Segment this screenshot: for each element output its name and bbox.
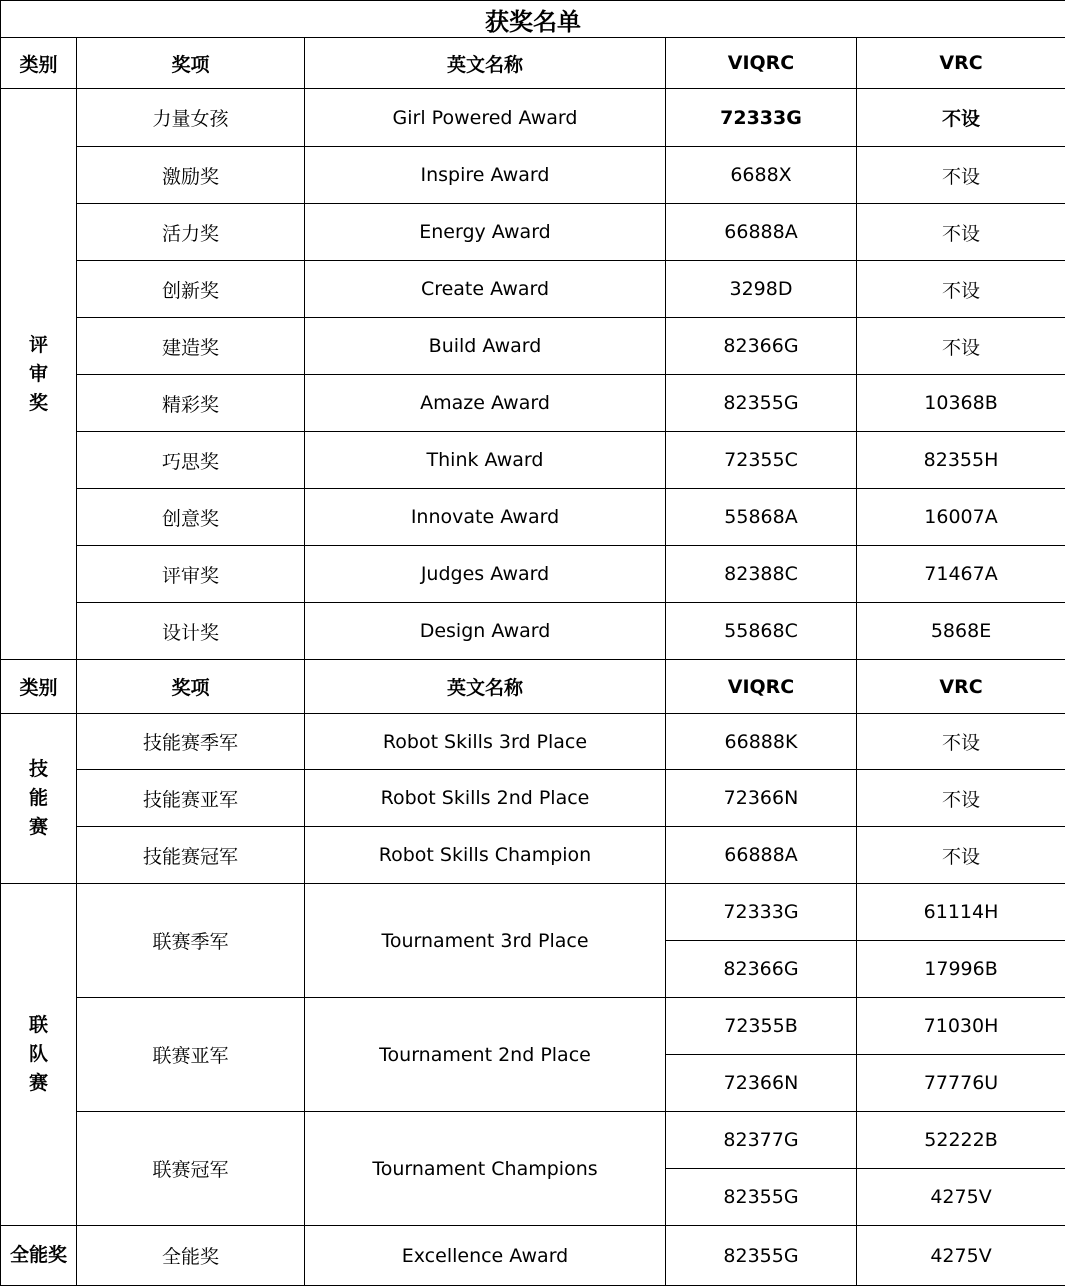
viqrc-team: 72355C	[666, 432, 857, 489]
table-row	[1, 375, 1065, 432]
vrc-team: 10368B	[857, 375, 1065, 432]
viqrc-team: 6688X	[666, 147, 857, 204]
award-english-name: Amaze Award	[305, 375, 666, 432]
vrc-team: 71030H	[857, 998, 1065, 1055]
header-category: 类别	[1, 660, 77, 714]
viqrc-team: 66888A	[666, 204, 857, 261]
vrc-team: 61114H	[857, 884, 1065, 941]
vrc-team: 82355H	[857, 432, 1065, 489]
viqrc-team: 82355G	[666, 1169, 857, 1226]
header-vrc: VRC	[857, 660, 1065, 714]
vrc-team: 不设	[857, 714, 1065, 770]
vrc-team: 16007A	[857, 489, 1065, 546]
vrc-team: 不设	[857, 204, 1065, 261]
table-row	[1, 432, 1065, 489]
award-english-name: Tournament 2nd Place	[305, 998, 666, 1112]
viqrc-team: 72366N	[666, 770, 857, 827]
vrc-team: 不设	[857, 147, 1065, 204]
header-vrc: VRC	[857, 38, 1065, 89]
award-english-name: Think Award	[305, 432, 666, 489]
table-row	[1, 261, 1065, 318]
award-name: 精彩奖	[77, 375, 305, 432]
header-row	[1, 38, 1065, 89]
award-english-name: Girl Powered Award	[305, 89, 666, 147]
category-judged: 评 审 奖	[1, 89, 77, 660]
vrc-team: 77776U	[857, 1055, 1065, 1112]
table-title: 获奖名单	[1, 1, 1065, 38]
award-name: 技能赛季军	[77, 714, 305, 770]
header-row-repeat	[1, 660, 1065, 714]
table-row	[1, 827, 1065, 884]
vrc-team: 71467A	[857, 546, 1065, 603]
award-name: 创新奖	[77, 261, 305, 318]
viqrc-team: 72333G	[666, 89, 857, 147]
viqrc-team: 72333G	[666, 884, 857, 941]
vrc-team: 不设	[857, 770, 1065, 827]
award-name: 激励奖	[77, 147, 305, 204]
award-english-name: Energy Award	[305, 204, 666, 261]
award-english-name: Inspire Award	[305, 147, 666, 204]
viqrc-team: 82355G	[666, 375, 857, 432]
table-row	[1, 998, 1065, 1055]
vrc-team: 不设	[857, 318, 1065, 375]
vrc-team: 不设	[857, 261, 1065, 318]
viqrc-team: 55868C	[666, 603, 857, 660]
table-row	[1, 546, 1065, 603]
award-name: 设计奖	[77, 603, 305, 660]
header-award: 奖项	[77, 38, 305, 89]
award-name: 联赛亚军	[77, 998, 305, 1112]
header-viqrc: VIQRC	[666, 660, 857, 714]
award-english-name: Design Award	[305, 603, 666, 660]
award-english-name: Excellence Award	[305, 1226, 666, 1286]
header-english: 英文名称	[305, 38, 666, 89]
award-name: 活力奖	[77, 204, 305, 261]
award-name: 创意奖	[77, 489, 305, 546]
award-english-name: Build Award	[305, 318, 666, 375]
table-row	[1, 1226, 1065, 1286]
category-skills: 技 能 赛	[1, 714, 77, 884]
award-name: 力量女孩	[77, 89, 305, 147]
vrc-team: 17996B	[857, 941, 1065, 998]
award-name: 技能赛冠军	[77, 827, 305, 884]
vrc-team: 5868E	[857, 603, 1065, 660]
viqrc-team: 55868A	[666, 489, 857, 546]
viqrc-team: 82366G	[666, 941, 857, 998]
award-name: 巧思奖	[77, 432, 305, 489]
table-row	[1, 89, 1065, 147]
award-name: 联赛季军	[77, 884, 305, 998]
viqrc-team: 82388C	[666, 546, 857, 603]
header-award: 奖项	[77, 660, 305, 714]
award-english-name: Tournament 3rd Place	[305, 884, 666, 998]
table-row	[1, 714, 1065, 770]
viqrc-team: 66888A	[666, 827, 857, 884]
table-row	[1, 318, 1065, 375]
award-name: 技能赛亚军	[77, 770, 305, 827]
viqrc-team: 3298D	[666, 261, 857, 318]
award-english-name: Judges Award	[305, 546, 666, 603]
vrc-team: 4275V	[857, 1169, 1065, 1226]
table-row	[1, 1112, 1065, 1169]
table-row	[1, 884, 1065, 941]
award-name: 建造奖	[77, 318, 305, 375]
award-english-name: Robot Skills 2nd Place	[305, 770, 666, 827]
vrc-team: 52222B	[857, 1112, 1065, 1169]
viqrc-team: 82355G	[666, 1226, 857, 1286]
award-name: 全能奖	[77, 1226, 305, 1286]
viqrc-team: 82366G	[666, 318, 857, 375]
header-viqrc: VIQRC	[666, 38, 857, 89]
award-name: 评审奖	[77, 546, 305, 603]
vrc-team: 不设	[857, 827, 1065, 884]
header-english: 英文名称	[305, 660, 666, 714]
table-row	[1, 770, 1065, 827]
award-name: 联赛冠军	[77, 1112, 305, 1226]
table-row	[1, 147, 1065, 204]
award-english-name: Tournament Champions	[305, 1112, 666, 1226]
table-row	[1, 204, 1065, 261]
header-category: 类别	[1, 38, 77, 89]
award-english-name: Create Award	[305, 261, 666, 318]
viqrc-team: 72355B	[666, 998, 857, 1055]
category-excellence: 全能奖	[1, 1226, 77, 1286]
award-english-name: Robot Skills Champion	[305, 827, 666, 884]
table-row	[1, 603, 1065, 660]
category-tournament: 联 队 赛	[1, 884, 77, 1226]
vrc-team: 不设	[857, 89, 1065, 147]
viqrc-team: 82377G	[666, 1112, 857, 1169]
viqrc-team: 72366N	[666, 1055, 857, 1112]
award-english-name: Innovate Award	[305, 489, 666, 546]
table-row	[1, 489, 1065, 546]
viqrc-team: 66888K	[666, 714, 857, 770]
vrc-team: 4275V	[857, 1226, 1065, 1286]
award-english-name: Robot Skills 3rd Place	[305, 714, 666, 770]
